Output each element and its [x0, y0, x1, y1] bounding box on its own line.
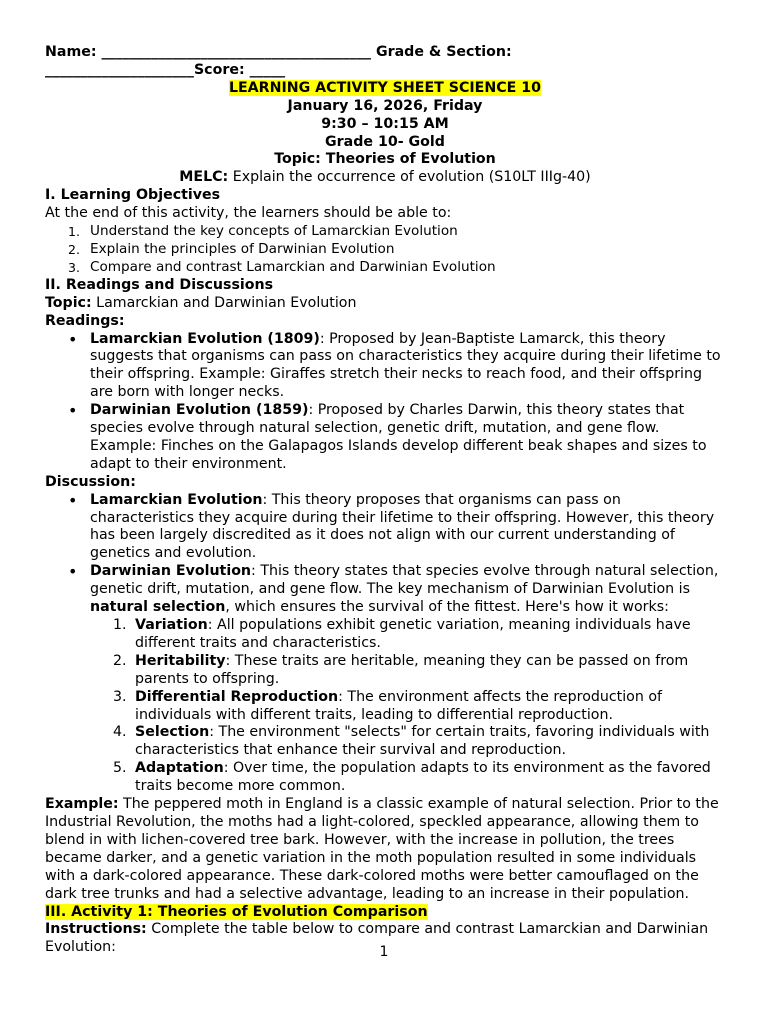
- mechanism-text: : All populations exhibit genetic variation, meaning individuals have different traits and characteristics.: [135, 617, 691, 651]
- readings-topic-text: Lamarckian and Darwinian Evolution: [91, 294, 357, 311]
- discussion-item-darwin: [90, 563, 725, 617]
- mechanism-list: [45, 617, 725, 796]
- example-label: Example:: [45, 796, 119, 813]
- readings-label: Readings:: [45, 312, 125, 329]
- melc-line: [45, 169, 725, 187]
- mechanism-item: [113, 652, 725, 689]
- reading-item-lamarck: [90, 331, 725, 403]
- mechanism-number: 2.: [113, 652, 127, 669]
- discussion-label: Discussion:: [45, 473, 136, 490]
- instructions-label: Instructions:: [45, 921, 147, 938]
- objectives-intro: At the end of this activity, the learners should be able to:: [45, 205, 452, 222]
- readings-topic-label: Topic:: [45, 294, 92, 311]
- objective-text: Understand the key concepts of Lamarckian Evolution: [90, 223, 458, 240]
- mechanism-text: : These traits are heritable, meaning they can be passed on from parents to offspring.: [135, 652, 689, 687]
- discussion-text-cont: , which ensures the survival of the fittest. Here's how it works:: [225, 599, 669, 616]
- example-paragraph: [45, 796, 725, 903]
- reading-text: : Proposed by Charles Darwin, this theory states that species evolve through natural selection, genetic drift, mutation, and gene flow. Example: Finches on the Galapagos Islands develop different beak shapes and sizes to adapt to their environment.: [90, 402, 707, 472]
- time-line: 9:30 – 10:15 AM: [321, 115, 449, 132]
- readings-list: [45, 331, 725, 474]
- discussion-text: : This theory proposes that organisms can pass on characteristics they acquire during their lifetime to their offspring. However, this theory has been largely discredited as it does not align with our current understanding of genetics and evolution.: [90, 491, 715, 562]
- mechanism-term: Adaptation: [135, 760, 224, 777]
- discussion-list: [45, 492, 725, 617]
- readings-topic-line: [45, 295, 725, 313]
- mechanism-term: Differential Reproduction: [135, 688, 339, 705]
- mechanism-number: 4.: [113, 724, 127, 741]
- objectives-list: [45, 223, 725, 277]
- melc-text: Explain the occurrence of evolution (S10LT IIIg-40): [228, 169, 591, 186]
- mechanism-number: 5.: [113, 760, 127, 777]
- mechanism-term: Heritability: [135, 652, 226, 669]
- discussion-item-lamarck: [90, 492, 725, 564]
- mechanism-term: Variation: [135, 617, 208, 633]
- activity-heading: III. Activity 1: Theories of Evolution Comparison: [45, 903, 428, 920]
- mechanism-text: : The environment "selects" for certain traits, favoring individuals with characteristics that enhance their survival and reproduction.: [135, 724, 710, 759]
- mechanism-text: : The environment affects the reproduction of individuals with different traits, leading to differential reproduction.: [135, 688, 663, 723]
- reading-term: Lamarckian Evolution (1809): [90, 330, 320, 347]
- grade-line: Grade 10- Gold: [325, 133, 445, 150]
- objective-item: [68, 258, 725, 277]
- objective-number: 2.: [68, 241, 80, 257]
- date-line: January 16, 2026, Friday: [287, 97, 483, 114]
- activity-heading-row: [45, 904, 725, 922]
- sheet-title: LEARNING ACTIVITY SHEET SCIENCE 10: [228, 79, 542, 96]
- objectives-heading: I. Learning Objectives: [45, 187, 221, 204]
- activity-sheet-page: [45, 44, 725, 957]
- objective-number: 3.: [68, 259, 80, 275]
- melc-label: MELC:: [179, 169, 229, 186]
- objective-text: Compare and contrast Lamarckian and Darwinian Evolution: [90, 258, 496, 275]
- mechanism-text: : Over time, the population adapts to its environment as the favored traits become more common.: [135, 760, 711, 795]
- sheet-title-row: [45, 80, 725, 98]
- score-line: _____________________Score: _____: [45, 61, 286, 78]
- page-number: 1: [379, 944, 389, 960]
- objective-number: 1.: [68, 224, 80, 240]
- discussion-text: : This theory states that species evolve through natural selection, genetic drift, mutation, and gene flow. The key mechanism of Darwinian Evolution is: [90, 563, 719, 598]
- objective-item: [68, 240, 725, 259]
- readings-heading: II. Readings and Discussions: [45, 276, 274, 293]
- mechanism-item: [113, 760, 725, 796]
- objective-item: [68, 223, 725, 241]
- instructions-text: Complete the table below to compare and contrast Lamarckian and Darwinian Evolution:: [45, 921, 709, 956]
- objective-text: Explain the principles of Darwinian Evolution: [90, 240, 395, 257]
- discussion-term: Darwinian Evolution: [90, 563, 252, 580]
- mechanism-term: Selection: [135, 724, 210, 741]
- natural-selection-term: natural selection: [90, 599, 226, 616]
- mechanism-item: [113, 724, 725, 760]
- example-text: The peppered moth in England is a classic example of natural selection. Prior to the Industrial Revolution, the moths had a light-colored, speckled appearance, allowing them to blend in with lichen-covered tree bark. However, with the increase in pollution, the trees became darker, and a genetic variation in the moth population resulted in some individuals with a dark-colored appearance. These dark-colored moths were better camouflaged on the dark tree trunks and had a selective advantage, leading to an increase in their population.: [45, 796, 719, 902]
- mechanism-item: [113, 688, 725, 725]
- name-grade-line: Name: ______________________________________ Grade & Section:: [45, 44, 512, 60]
- mechanism-item: [113, 617, 725, 653]
- reading-item-darwin: [90, 402, 725, 474]
- mechanism-number: 1.: [113, 617, 127, 633]
- discussion-term: Lamarckian Evolution: [90, 491, 263, 508]
- mechanism-number: 3.: [113, 688, 127, 705]
- reading-term: Darwinian Evolution (1859): [90, 402, 309, 419]
- reading-text: : Proposed by Jean-Baptiste Lamarck, this theory suggests that organisms can pass on characteristics they acquire during their lifetime to their offspring. Example: Giraffes stretch their necks to reach food, and their offspring are born with longer necks.: [90, 330, 721, 401]
- topic-title: Topic: Theories of Evolution: [274, 151, 496, 168]
